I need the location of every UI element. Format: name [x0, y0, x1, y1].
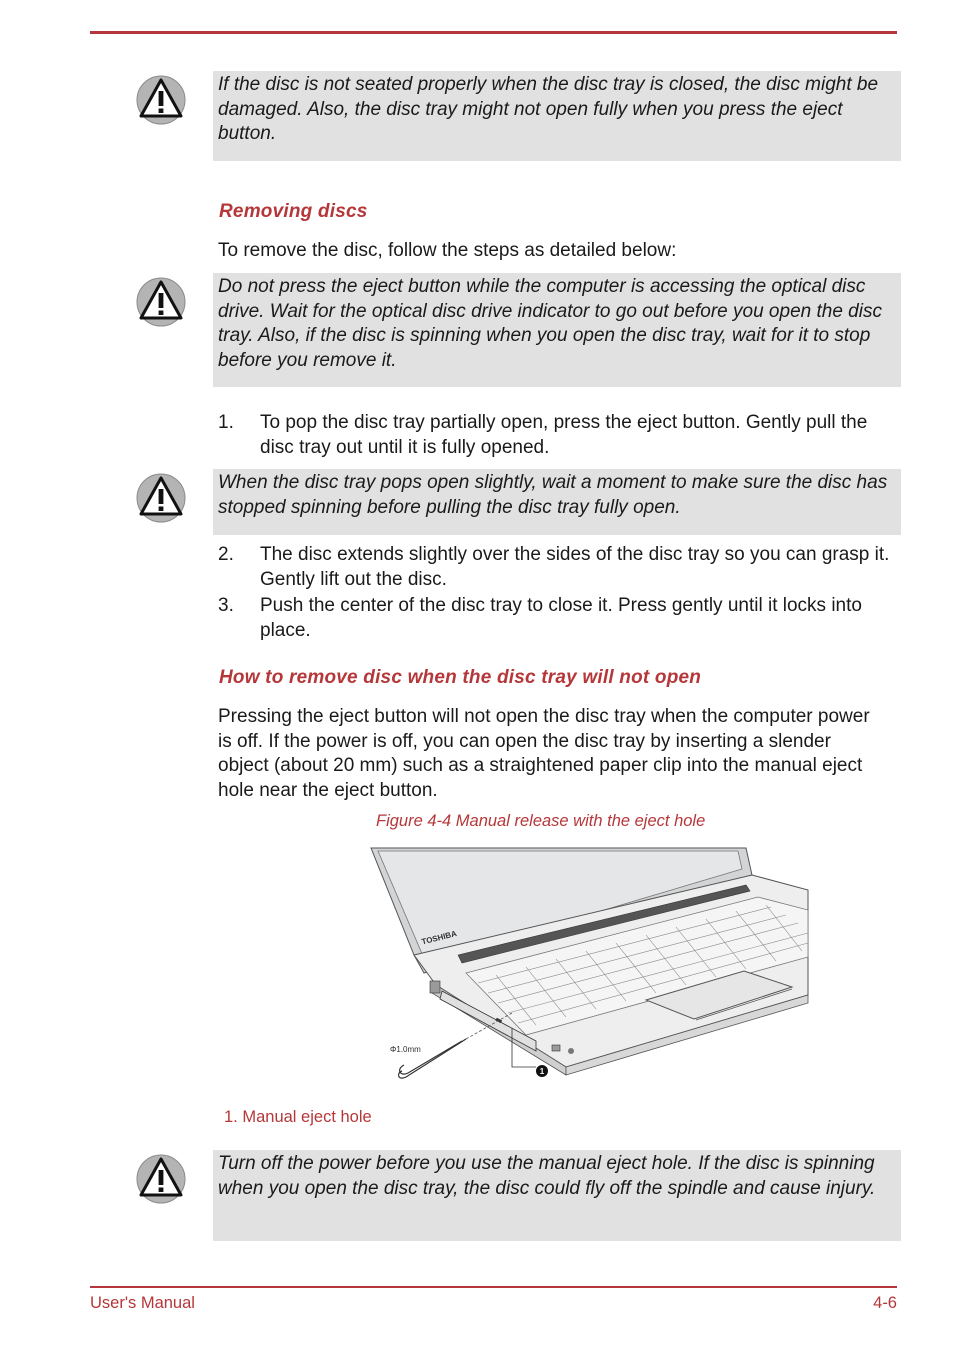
figure-caption: Figure 4-4 Manual release with the eject hole	[376, 812, 706, 830]
list-item	[218, 594, 898, 644]
step-number: 3.	[218, 595, 234, 616]
header-rule	[90, 31, 897, 34]
diameter-label: Φ1.0mm	[390, 1045, 421, 1054]
brand-logo: TOSHIBA	[420, 929, 458, 947]
intro-paragraph: To remove the disc, follow the steps as detailed below:	[218, 240, 677, 261]
step-number: 1.	[218, 412, 234, 433]
section-heading-removing-discs: Removing discs	[219, 201, 368, 222]
step-text: Push the center of the disc tray to close it. Press gently until it locks into place.	[260, 595, 862, 641]
figure-legend: 1. Manual eject hole	[224, 1108, 372, 1126]
footer-rule	[90, 1286, 897, 1288]
warning-icon	[135, 74, 187, 126]
list-item	[218, 543, 898, 593]
step-text: The disc extends slightly over the sides of the disc tray so you can grasp it. Gently lift out the disc.	[260, 544, 890, 590]
warning-icon	[135, 276, 187, 328]
warning-note: If the disc is not seated properly when the disc tray is closed, the disc might be damaged. Also, the disc tray might not open fully when you press the eject button.	[213, 71, 901, 161]
warning-icon	[135, 1153, 187, 1205]
body-paragraph: Pressing the eject button will not open the disc tray when the computer power is off. If the power is off, you can open the disc tray by inserting a slender object (about 20 mm) such as a straightened paper clip into the manual eject hole near the eject button.	[218, 706, 870, 801]
callout-number: 1	[539, 1067, 545, 1076]
footer-title: User's Manual	[90, 1294, 195, 1312]
warning-note: Do not press the eject button while the computer is accessing the optical disc drive. Wait for the optical disc drive indicator to go out before you open the disc tray. Also, if the disc is spinning when you open the disc tray, wait for it to stop before you remove it.	[213, 273, 901, 387]
list-item	[218, 411, 898, 461]
page-number: 4-6	[873, 1294, 897, 1312]
laptop-illustration	[366, 845, 811, 1085]
warning-note: Turn off the power before you use the manual eject hole. If the disc is spinning when you open the disc tray, the disc could fly off the spindle and cause injury.	[213, 1150, 901, 1241]
step-text: To pop the disc tray partially open, press the eject button. Gently pull the disc tray out until it is fully opened.	[260, 412, 868, 458]
warning-icon	[135, 472, 187, 524]
warning-note: When the disc tray pops open slightly, wait a moment to make sure the disc has stopped spinning before pulling the disc tray fully open.	[213, 469, 901, 535]
section-heading-manual-eject: How to remove disc when the disc tray will not open	[219, 667, 702, 688]
step-number: 2.	[218, 544, 234, 565]
